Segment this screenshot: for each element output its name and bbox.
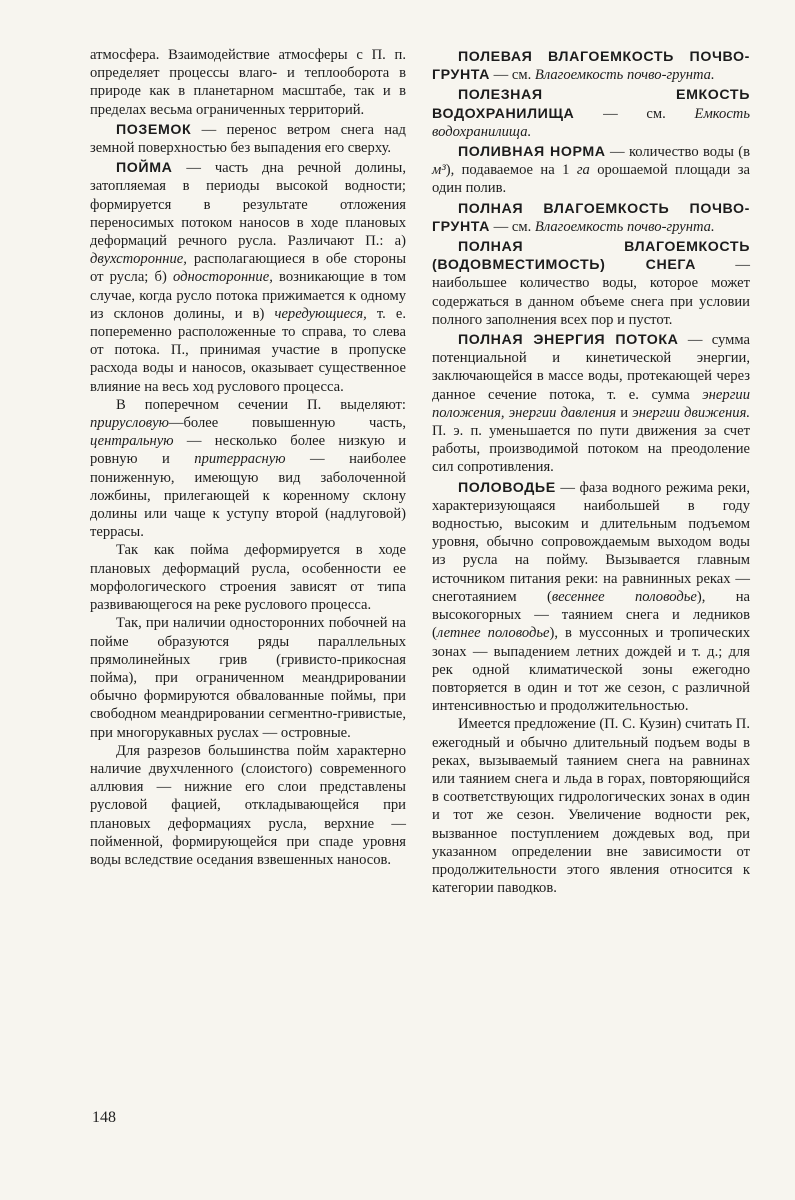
entry-headword: ПОЛНАЯ ЭНЕРГИЯ ПОТОКА bbox=[458, 332, 679, 349]
italic-term: односторонние, bbox=[173, 269, 273, 286]
text-run: В поперечном сечении П. выделяют: bbox=[116, 396, 406, 413]
dictionary-entry bbox=[90, 159, 406, 396]
dictionary-entry bbox=[90, 121, 406, 157]
italic-term: летнее половодье bbox=[436, 625, 550, 642]
dictionary-entry bbox=[432, 238, 750, 329]
text-run: — перенос ветром снега над земной поверхностью без выпадения его сверху. bbox=[90, 121, 406, 157]
paragraph bbox=[90, 396, 406, 542]
text-run: Так, при наличии односторонних побочней на пойме образуются ряды параллельных прямолинейных грив (гривисто-прикосная пойма), при ограниченном меандрировании обычно формируются обвалованные поймы, при свободном меандрировании сегментно-гривистые, при многорукавных руслах — островные. bbox=[90, 615, 406, 741]
italic-term: м³ bbox=[432, 162, 446, 179]
text-run: — сумма потенциальной и кинетической энергии, заключающейся в массе воды, протекающей через данное сечение потока, т. е. сумма bbox=[432, 332, 750, 403]
italic-term: Емкость водохранилища. bbox=[432, 105, 750, 140]
italic-term: га bbox=[576, 162, 590, 179]
paragraph bbox=[90, 614, 406, 741]
text-run: — см. bbox=[574, 105, 695, 122]
italic-term: притеррасную bbox=[194, 451, 286, 468]
entry-headword: ПОЛЕЗНАЯ ЕМКОСТЬ ВОДОХРАНИЛИЩА bbox=[432, 87, 750, 122]
italic-term: двухсторонние, bbox=[90, 251, 187, 268]
italic-term: энергии положения, энергии давления bbox=[432, 386, 750, 421]
entry-headword: ПОЛНАЯ ВЛАГОЕМКОСТЬ ПОЧВО-ГРУНТА bbox=[432, 200, 750, 235]
text-run: Имеется предложение (П. С. Кузин) считать П. ежегодный и обычно длительный подъем воды в реках, вызываемый таянием снега на равнинах или таянием снега и льда в горах, повторяющийся в соответствующих гидрологических зонах в один и тот же сезон. Увеличение водности рек, вызванное поступлением дождевых вод, при указанном определении вне зависимости от продолжительности этого явления относится к категории паводков. bbox=[432, 716, 750, 897]
italic-term: энергии движения. bbox=[632, 404, 751, 421]
paragraph bbox=[90, 541, 406, 614]
dictionary-entry bbox=[432, 331, 750, 477]
entry-headword: ПОЛНАЯ ВЛАГОЕМКОСТЬ (ВОДОВМЕСТИМОСТЬ) СНЕГА bbox=[432, 239, 750, 274]
text-run: т. е. попеременно расположенные то справа, то слева от потока. П., принимая участие в пропуске расхода воды и наносов, оказывает существенное влияние на весь ход руслового процесса. bbox=[90, 305, 406, 395]
paragraph bbox=[432, 715, 750, 897]
text-run: располагающиеся в обе стороны от русла; б) bbox=[90, 251, 406, 286]
dictionary-entry bbox=[432, 200, 750, 236]
italic-term: весеннее половодье bbox=[551, 588, 697, 605]
italic-term: Влагоемкость почво-грунта. bbox=[534, 218, 715, 235]
text-run: орошаемой площади за один полив. bbox=[432, 162, 751, 197]
entry-headword: ПОЛОВОДЬЕ bbox=[458, 479, 556, 496]
text-run: ), на высокогорных — таянием снега и ледников ( bbox=[432, 588, 750, 642]
text-run: П. э. п. уменьшается по пути движения за счет работы, производимой потоком на преодоление сил сопротивления. bbox=[432, 423, 750, 476]
text-run: —более повышенную часть, bbox=[168, 415, 406, 432]
text-run: — количество воды (в bbox=[605, 144, 750, 161]
text-run: Так как пойма деформируется в ходе плановых деформаций русла, особенности ее морфологического строения зависят от типа развивающегося на реке руслового процесса. bbox=[90, 542, 406, 614]
text-run: — часть дна речной долины, затопляемая в периоды высокой водности; формируется в результате отложения переносимых потоком наносов в ходе плановых деформаций речного русла. Различают П.: а) bbox=[90, 160, 406, 250]
text-run: — см. bbox=[490, 67, 535, 84]
paragraph-continuation: атмосфера. Взаимодействие атмосферы с П. п. определяет процессы влаго- и теплооборота в природе как в планетарном масштабе, так и в пределах весьма ограниченных территорий. bbox=[90, 47, 406, 118]
text-run: и bbox=[616, 404, 633, 421]
dictionary-entry bbox=[432, 48, 750, 84]
entry-headword: ПОЛИВНАЯ НОРМА bbox=[458, 144, 606, 161]
text-run: ), подаваемое на 1 bbox=[445, 162, 577, 179]
text-run: возникающие в том случае, когда русло потока прижимается к одному из склонов долины, и в) bbox=[90, 269, 406, 322]
dictionary-entry bbox=[432, 143, 750, 198]
entry-headword: ПОЗЕМОК bbox=[116, 121, 192, 138]
right-column bbox=[432, 46, 750, 897]
paragraph bbox=[90, 742, 406, 869]
entry-headword: ПОЛЕВАЯ ВЛАГОЕМКОСТЬ ПОЧВО-ГРУНТА bbox=[432, 49, 750, 84]
dictionary-entry bbox=[432, 86, 750, 141]
text-run: — несколько более низкую и ровную и bbox=[90, 433, 406, 468]
text-run: ), в муссонных и тропических зонах — выпадением летних дождей и т. д.; для рек одной климатической зоны ежегодно повторяется в один и тот же сезон, с различной интенсивностью и продолжительностью. bbox=[432, 625, 750, 715]
entry-headword: ПОЙМА bbox=[116, 160, 173, 177]
page-number: 148 bbox=[92, 1109, 116, 1126]
text-run: — фаза водного режима реки, характеризующаяся наибольшей в году водностью, высоким и длительным подъемом уровня, обычно сопровождаемым выходом воды из русла на пойму. Вызывается главным источником питания реки: на равнинных реках — снеготаянием ( bbox=[432, 479, 750, 605]
italic-term: центральную bbox=[90, 433, 174, 450]
text-run: — см. bbox=[490, 218, 535, 235]
italic-term: прирусловую bbox=[90, 415, 169, 432]
italic-term: Влагоемкость почво-грунта. bbox=[534, 67, 715, 84]
italic-term: чередующиеся, bbox=[274, 305, 367, 322]
text-run: — наибольшее количество воды, которое может содержаться в данном объеме снега при условии полного заполнения всех пор и пустот. bbox=[432, 257, 750, 328]
text-run: — наиболее пониженную, имеющую вид заболоченной ложбины, прилегающей к коренному склону долины или чаще к уступу второй (надлуговой) террасы. bbox=[90, 451, 406, 541]
text-run: Для разрезов большинства пойм характерно наличие двухчленного (слоистого) современного аллювия — нижние его слои представлены русловой фацией, откладывающейся при плановых деформациях русла, верхние — пойменной, формирующейся при спаде уровня воды вследствие оседания взвешенных наносов. bbox=[90, 742, 406, 868]
left-column bbox=[90, 46, 406, 869]
dictionary-entry bbox=[432, 479, 750, 716]
